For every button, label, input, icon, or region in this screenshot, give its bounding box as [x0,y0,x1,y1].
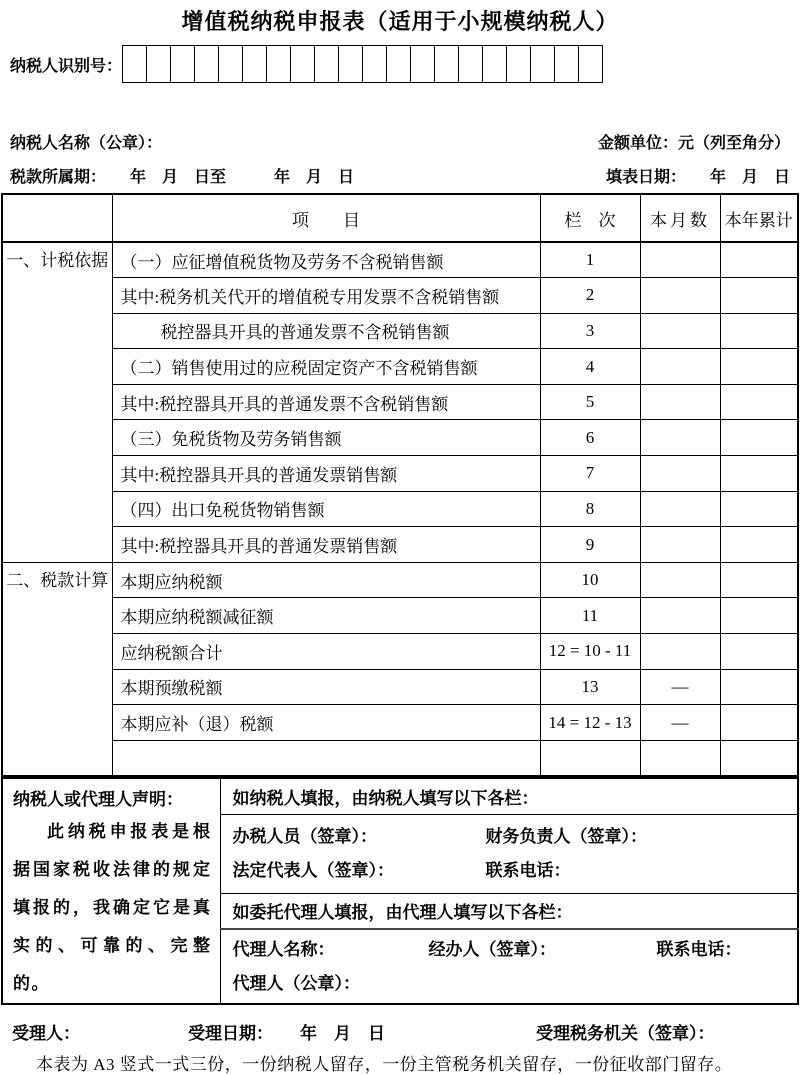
clerk-sign-label[interactable]: 办税人员（签章）： [232,826,377,846]
taxpayer-id-cell[interactable] [290,45,315,83]
item-label: （一）应征增值税货物及劳务不含税销售额 [112,242,540,278]
item-label: 税控器具开具的普通发票不含税销售额 [112,313,540,349]
year-value-cell[interactable] [720,527,798,563]
item-label: 其中:税务机关代开的增值税专用发票不含税销售额 [112,278,540,314]
item-label: 其中:税控器具开具的普通发票销售额 [112,527,540,563]
month-value-cell[interactable] [640,562,720,598]
year-value-cell[interactable] [720,491,798,527]
item-label: 本期应补（退）税额 [112,705,540,741]
year-value-cell[interactable] [720,278,798,314]
finance-sign-label[interactable]: 财务负责人（签章）： [485,826,647,846]
table-row [2,278,798,314]
section-header-cell [2,194,112,242]
tax-authority-label[interactable]: 受理税务机关（签章）： [536,1023,715,1043]
phone-label[interactable]: 联系电话： [485,860,571,880]
month-value-cell[interactable] [640,242,720,278]
month-value-cell[interactable] [640,740,720,776]
table-row [2,669,798,705]
item-label: 其中:税控器具开具的普通发票不含税销售额 [112,384,540,420]
colno-cell [540,740,640,776]
month-value-cell[interactable] [640,527,720,563]
section-label-calc: 二、税款计算 [2,562,112,776]
period-date-row [0,164,800,187]
colno-cell: 6 [540,420,640,456]
taxpayer-fill-note: 如纳税人填报，由纳税人填写以下各栏： [220,778,798,814]
taxpayer-id-cell[interactable] [170,45,195,83]
item-label [112,740,540,776]
agent-seal-label[interactable]: 代理人（公章）： [232,973,360,993]
name-unit-row [0,130,800,153]
colno-cell: 8 [540,491,640,527]
tax-items-table [1,193,799,777]
table-row [2,242,798,278]
taxpayer-id-cell[interactable] [434,45,459,83]
month-value-cell[interactable] [640,313,720,349]
colno-cell: 11 [540,598,640,634]
col-header-month: 本月数 [640,194,720,242]
year-value-cell[interactable] [720,562,798,598]
colno-cell: 10 [540,562,640,598]
table-row [2,527,798,563]
table-header-row [2,194,798,242]
year-value-cell[interactable] [720,242,798,278]
table-row [2,705,798,741]
table-row [2,456,798,492]
year-value-cell[interactable] [720,313,798,349]
month-na-dash: — [640,705,720,741]
agent-name-label[interactable]: 代理人名称： [232,939,335,959]
agent-phone-label[interactable]: 联系电话： [656,939,742,959]
accept-date-blanks[interactable]: 年 月 日 [300,1023,385,1043]
taxpayer-id-cell[interactable] [554,45,579,83]
year-value-cell[interactable] [720,634,798,670]
month-na-dash: — [640,669,720,705]
taxpayer-id-cell[interactable] [218,45,243,83]
col-header-item: 项 目 [112,194,540,242]
page-title: 增值税纳税申报表（适用于小规模纳税人） [181,9,619,34]
colno-cell: 14 = 12 - 13 [540,705,640,741]
taxpayer-id-cell[interactable] [482,45,507,83]
item-label: （四）出口免税货物销售额 [112,491,540,527]
taxpayer-sign-cell [220,814,798,893]
table-row [2,491,798,527]
taxpayer-id-cell[interactable] [194,45,219,83]
year-value-cell[interactable] [720,349,798,385]
taxpayer-id-cell[interactable] [578,45,603,83]
taxpayer-id-cell[interactable] [458,45,483,83]
month-value-cell[interactable] [640,384,720,420]
year-value-cell[interactable] [720,598,798,634]
month-value-cell[interactable] [640,456,720,492]
table-row [2,384,798,420]
taxpayer-id-cell[interactable] [530,45,555,83]
taxpayer-id-cell[interactable] [266,45,291,83]
month-value-cell[interactable] [640,278,720,314]
handler-sign-label[interactable]: 经办人（签章）： [428,939,556,959]
tax-period-label: 税款所属期： [10,169,99,186]
fill-date-field[interactable] [606,164,790,187]
year-value-cell[interactable] [720,384,798,420]
month-value-cell[interactable] [640,349,720,385]
item-label: 本期应纳税额 [112,562,540,598]
year-value-cell[interactable] [720,740,798,776]
colno-cell: 1 [540,242,640,278]
accept-date-label: 受理日期： [188,1023,273,1043]
taxpayer-id-boxes [123,45,603,83]
table-row [2,313,798,349]
month-value-cell[interactable] [640,634,720,670]
table-row [2,349,798,385]
col-header-yeartotal: 本年累计 [720,194,798,242]
agent-fill-note: 如委托代理人填报，由代理人填写以下各栏： [220,893,798,929]
taxpayer-id-cell[interactable] [242,45,267,83]
agent-sign-cell [220,929,798,1004]
colno-cell: 3 [540,313,640,349]
taxpayer-name-label[interactable]: 纳税人名称（公章）： [10,135,163,152]
col-header-colno: 栏 次 [540,194,640,242]
colno-cell: 2 [540,278,640,314]
taxpayer-id-cell[interactable] [362,45,387,83]
table-row [2,420,798,456]
item-label: 应纳税额合计 [112,634,540,670]
table-row [2,634,798,670]
form-copy-note: 本表为 A3 竖式一式三份，一份纳税人留存，一份主管税务机关留存，一份征收部门留存。 [36,1054,733,1074]
colno-cell: 5 [540,384,640,420]
fill-date-label: 填表日期： [605,169,678,186]
taxpayer-id-cell[interactable] [122,45,147,83]
colno-cell: 9 [540,527,640,563]
taxpayer-id-cell[interactable] [338,45,363,83]
declaration-title: 纳税人或代理人声明： [13,789,183,809]
month-value-cell[interactable] [640,420,720,456]
section-label-basis: 一、计税依据 [2,242,112,562]
item-label: 本期应纳税额减征额 [112,598,540,634]
colno-cell: 4 [540,349,640,385]
colno-cell: 12 = 10 - 11 [540,634,640,670]
table-row [2,598,798,634]
month-value-cell[interactable] [640,491,720,527]
acceptance-row [0,1019,800,1041]
fill-date-blanks[interactable]: 年 月 日 [709,169,790,186]
colno-cell: 7 [540,456,640,492]
colno-cell: 13 [540,669,640,705]
taxpayer-id-cell[interactable] [506,45,531,83]
tax-period-field[interactable] [10,164,354,187]
year-value-cell[interactable] [720,420,798,456]
acceptor-label[interactable]: 受理人： [12,1023,80,1043]
legal-rep-sign-label[interactable]: 法定代表人（签章）： [232,860,394,880]
item-label: 本期预缴税额 [112,669,540,705]
tax-period-blanks[interactable]: 年 月 日至 年 月 日 [130,169,355,186]
declaration-cell [2,778,220,1004]
item-label: 其中:税控器具开具的普通发票销售额 [112,456,540,492]
taxpayer-id-cell[interactable] [386,45,411,83]
declaration-body: 此纳税申报表是根据国家税收法律的规定填报的，我确定它是真实的、可靠的、完整的。 [13,821,212,993]
year-value-cell[interactable] [720,669,798,705]
year-value-cell[interactable] [720,705,798,741]
taxpayer-id-cell[interactable] [314,45,339,83]
item-label: （二）销售使用过的应税固定资产不含税销售额 [112,349,540,385]
year-value-cell[interactable] [720,456,798,492]
taxpayer-id-cell[interactable] [410,45,435,83]
taxpayer-id-cell[interactable] [146,45,171,83]
item-label: （三）免税货物及劳务销售额 [112,420,540,456]
taxpayer-id-row [0,44,800,84]
month-value-cell[interactable] [640,598,720,634]
table-row [2,562,798,598]
declaration-section [1,777,799,1005]
table-row-empty [2,740,798,776]
taxpayer-id-label: 纳税人识别号： [10,57,123,75]
amount-unit-label: 金额单位：元（列至角分） [597,135,790,152]
